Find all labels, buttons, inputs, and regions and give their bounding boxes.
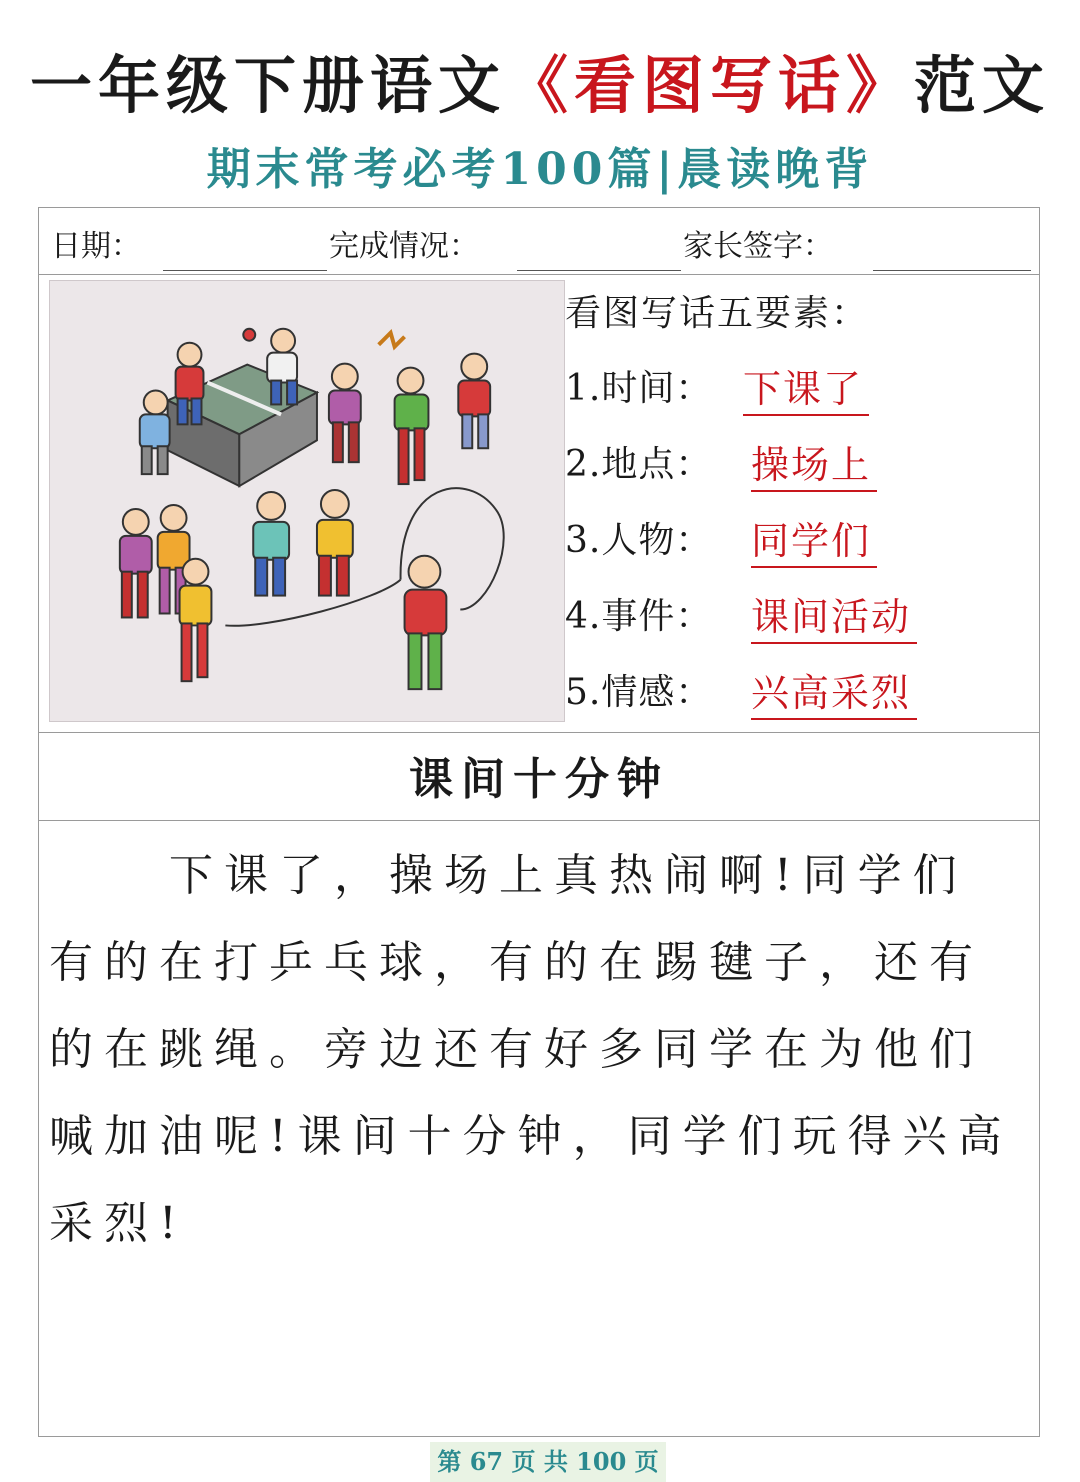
divider (39, 732, 1039, 733)
essay-title: 课间十分钟 (409, 754, 669, 805)
essay-body: 下课了，操场上真热闹啊!同学们有的在打乒乓球，有的在踢毽子，还有的在跳绳。旁边还有好多同学在为他们喊加油呢!课间十分钟，同学们玩得兴高采烈! (49, 850, 1013, 1249)
elements-title: 看图写话五要素： (565, 293, 870, 334)
title-highlight: 《看图写话》 (505, 49, 914, 122)
status-field[interactable] (517, 270, 681, 271)
worksheet-frame (38, 207, 1040, 1437)
title-prefix: 一年级下册语文 (29, 49, 506, 122)
page-title (0, 48, 1080, 124)
page-number: 第 67 页 共 100 页 (430, 1442, 666, 1482)
date-field[interactable] (163, 270, 327, 271)
element-label: 3.人物： (565, 520, 713, 561)
element-label: 2.地点： (565, 444, 713, 485)
element-value: 下课了 (743, 364, 869, 416)
element-value: 操场上 (751, 440, 877, 492)
divider (39, 820, 1039, 821)
status-label: 完成情况： (329, 229, 479, 264)
date-label: 日期： (51, 229, 141, 264)
element-label: 1.时间： (565, 368, 713, 409)
element-value: 课间活动 (751, 592, 917, 644)
parent-signature-label: 家长签字： (683, 229, 833, 264)
children-playing-illustration (49, 280, 565, 722)
element-value: 同学们 (751, 516, 877, 568)
page-subtitle: 期末常考必考100篇|晨读晚背 (206, 144, 874, 195)
divider (39, 274, 1039, 275)
info-row (51, 222, 1031, 272)
element-label: 5.情感： (565, 672, 713, 713)
parent-signature-field[interactable] (873, 270, 1031, 271)
element-value: 兴高采烈 (751, 668, 917, 720)
title-suffix: 范文 (914, 49, 1051, 122)
element-label: 4.事件： (565, 596, 713, 637)
